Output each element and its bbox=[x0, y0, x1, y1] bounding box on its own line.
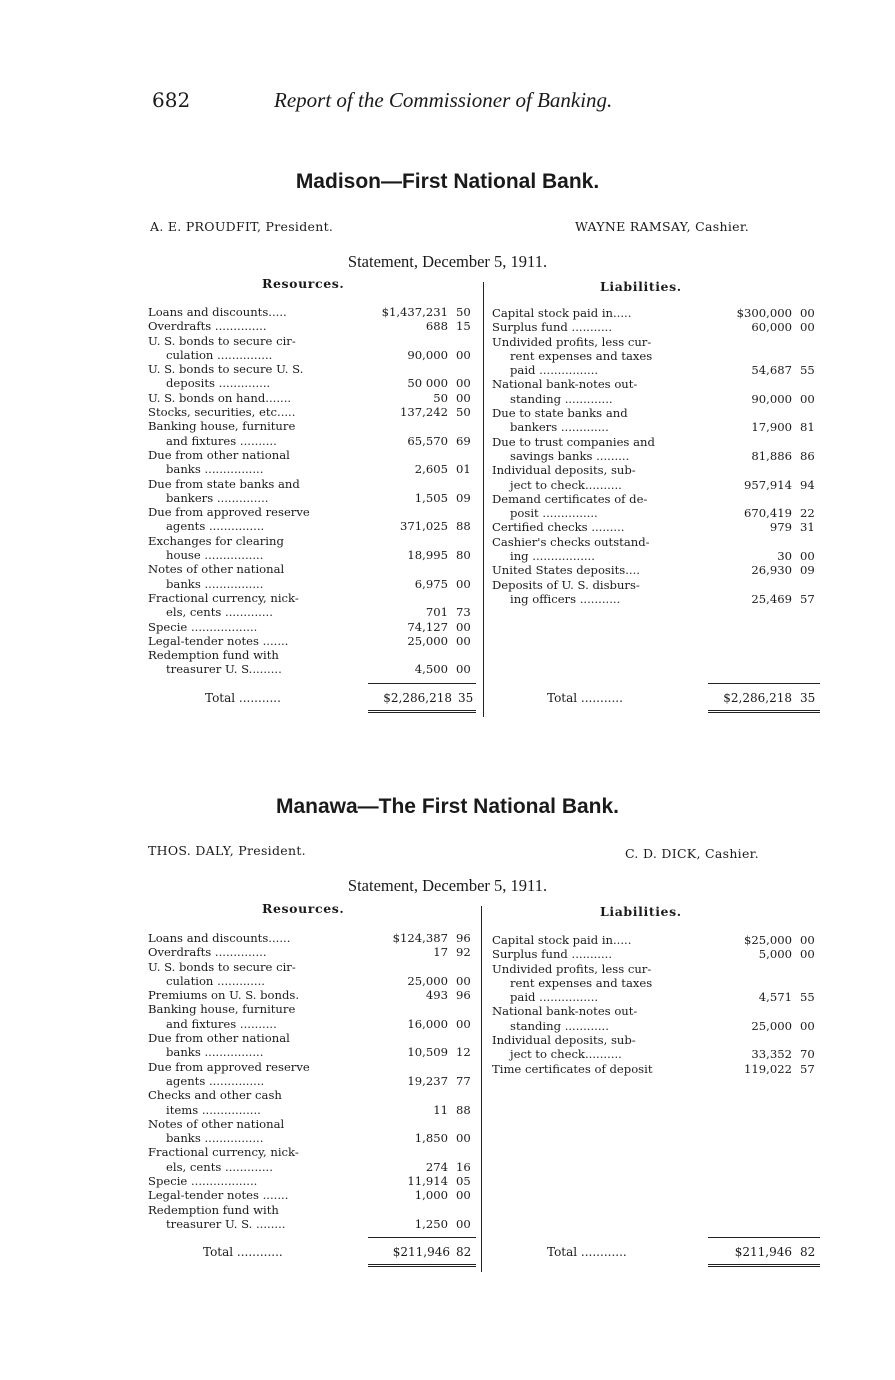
line-item-amount: 26,930 bbox=[751, 563, 792, 578]
line-item-label: National bank-notes out- bbox=[492, 1004, 638, 1019]
line-item-label: Notes of other national bbox=[148, 1116, 285, 1131]
line-item-amount: 16,000 bbox=[407, 1016, 448, 1031]
line-item-amount: 4,500 bbox=[414, 662, 448, 677]
ledger-row bbox=[492, 1033, 822, 1047]
line-item-label: ing ................. bbox=[510, 549, 595, 564]
line-item-label: Checks and other cash bbox=[148, 1088, 282, 1103]
line-item-amount: $300,000 bbox=[736, 306, 792, 320]
line-item-cents: 00 bbox=[456, 662, 471, 677]
line-item-amount: 1,250 bbox=[414, 1216, 448, 1231]
ledger-row bbox=[148, 491, 478, 505]
resources-total bbox=[203, 1244, 480, 1260]
line-item-cents: 77 bbox=[456, 1073, 471, 1088]
ledger-row bbox=[148, 1088, 478, 1102]
ledger-row bbox=[148, 591, 478, 605]
line-item-label: Legal-tender notes ....... bbox=[148, 633, 289, 648]
line-item-label: paid ................ bbox=[510, 990, 599, 1005]
ledger-row bbox=[492, 563, 822, 577]
line-item-label: standing ............ bbox=[510, 1018, 609, 1033]
line-item-amount: 688 bbox=[425, 319, 448, 334]
ledger-row bbox=[148, 1117, 478, 1131]
ledger-row bbox=[492, 520, 822, 534]
line-item-label: Capital stock paid in..... bbox=[492, 306, 632, 320]
ledger-row bbox=[492, 506, 822, 520]
liabilities-heading: Liabilities. bbox=[600, 904, 682, 919]
line-item-label: ing officers ........... bbox=[510, 591, 621, 606]
line-item-label: paid ................ bbox=[510, 363, 599, 378]
line-item-amount: 33,352 bbox=[751, 1047, 792, 1062]
president-name: A. E. PROUDFIT, President. bbox=[150, 219, 334, 234]
line-item-label: Loans and discounts...... bbox=[148, 931, 291, 945]
line-item-amount: 54,687 bbox=[751, 363, 792, 378]
line-item-cents: 00 bbox=[800, 549, 815, 564]
column-divider bbox=[483, 282, 484, 717]
line-item-cents: 00 bbox=[800, 947, 815, 962]
ledger-row bbox=[492, 392, 822, 406]
line-item-amount: 11,914 bbox=[407, 1174, 448, 1189]
ledger-row bbox=[148, 319, 478, 333]
line-item-label: banks ................ bbox=[166, 1131, 264, 1146]
page-number: 682 bbox=[152, 88, 191, 112]
line-item-label: Premiums on U. S. bonds. bbox=[148, 988, 300, 1003]
line-item-cents: 55 bbox=[800, 990, 815, 1005]
line-item-label: Undivided profits, less cur- bbox=[492, 961, 652, 976]
ledger-row bbox=[148, 648, 478, 662]
total-double-rule bbox=[368, 710, 476, 713]
line-item-cents: 22 bbox=[800, 506, 815, 521]
ledger-row bbox=[492, 335, 822, 349]
line-item-amount: $25,000 bbox=[744, 933, 792, 947]
ledger-row bbox=[148, 419, 478, 433]
line-item-label: and fixtures .......... bbox=[166, 433, 277, 448]
sum-rule bbox=[708, 1237, 820, 1238]
ledger-row bbox=[148, 1131, 478, 1145]
ledger-row bbox=[148, 348, 478, 362]
line-item-amount: 74,127 bbox=[407, 619, 448, 634]
cashier-name: WAYNE RAMSAY, Cashier. bbox=[575, 219, 749, 234]
total-amount: $211,946 bbox=[734, 1245, 792, 1259]
line-item-cents: 16 bbox=[456, 1159, 471, 1174]
ledger-row bbox=[492, 990, 822, 1004]
ledger-row bbox=[492, 962, 822, 976]
ledger-row bbox=[148, 945, 478, 959]
line-item-cents: 00 bbox=[800, 391, 815, 406]
line-item-cents: 57 bbox=[800, 1061, 815, 1076]
line-item-amount: 6,975 bbox=[414, 576, 448, 591]
liabilities-list bbox=[492, 306, 822, 606]
line-item-cents: 50 bbox=[456, 405, 471, 420]
line-item-cents: 00 bbox=[456, 347, 471, 362]
line-item-cents: 00 bbox=[800, 1018, 815, 1033]
line-item-amount: 957,914 bbox=[744, 477, 792, 492]
line-item-amount: 17 bbox=[433, 945, 448, 960]
line-item-cents: 92 bbox=[456, 945, 471, 960]
cashier-name: C. D. DICK, Cashier. bbox=[625, 846, 759, 861]
line-item-label: culation ............... bbox=[166, 347, 273, 362]
line-item-cents: 12 bbox=[456, 1045, 471, 1060]
line-item-label: Specie .................. bbox=[148, 1174, 258, 1189]
line-item-label: Redemption fund with bbox=[148, 1202, 279, 1217]
line-item-label: posit ............... bbox=[510, 506, 598, 521]
line-item-amount: 65,570 bbox=[407, 433, 448, 448]
line-item-cents: 00 bbox=[800, 306, 815, 320]
line-item-amount: 81,886 bbox=[751, 448, 792, 463]
ledger-row bbox=[148, 960, 478, 974]
line-item-label: house ................ bbox=[166, 548, 264, 563]
ledger-row bbox=[492, 947, 822, 961]
line-item-cents: 70 bbox=[800, 1047, 815, 1062]
line-item-label: ject to check.......... bbox=[510, 1047, 622, 1062]
ledger-row bbox=[148, 548, 478, 562]
line-item-label: Cashier's checks outstand- bbox=[492, 534, 650, 549]
ledger-row bbox=[492, 592, 822, 606]
line-item-cents: 09 bbox=[800, 563, 815, 578]
ledger-row bbox=[148, 305, 478, 319]
line-item-cents: 57 bbox=[800, 591, 815, 606]
resources-heading: Resources. bbox=[262, 276, 345, 291]
total-cents: 35 bbox=[458, 691, 474, 705]
line-item-amount: 2,605 bbox=[414, 462, 448, 477]
liabilities-total bbox=[547, 690, 822, 706]
line-item-cents: 09 bbox=[456, 490, 471, 505]
total-cents: 35 bbox=[800, 691, 816, 705]
line-item-amount: 25,000 bbox=[407, 633, 448, 648]
line-item-cents: 96 bbox=[456, 988, 471, 1003]
total-label: Total ............ bbox=[203, 1245, 283, 1259]
line-item-label: els, cents ............. bbox=[166, 1159, 273, 1174]
line-item-label: Notes of other national bbox=[148, 562, 285, 577]
sum-rule bbox=[368, 1237, 476, 1238]
ledger-row bbox=[148, 1074, 478, 1088]
ledger-row bbox=[148, 1031, 478, 1045]
line-item-amount: 1,000 bbox=[414, 1188, 448, 1203]
line-item-label: Certified checks ......... bbox=[492, 520, 625, 535]
line-item-label: savings banks ......... bbox=[510, 448, 630, 463]
ledger-row bbox=[492, 492, 822, 506]
line-item-cents: 00 bbox=[456, 633, 471, 648]
line-item-amount: 30 bbox=[777, 549, 792, 564]
line-item-label: Deposits of U. S. disburs- bbox=[492, 577, 640, 592]
line-item-amount: 25,000 bbox=[751, 1018, 792, 1033]
line-item-cents: 86 bbox=[800, 448, 815, 463]
line-item-label: Due from approved reserve bbox=[148, 505, 310, 520]
total-double-rule bbox=[368, 1264, 476, 1267]
line-item-amount: 371,025 bbox=[400, 519, 448, 534]
ledger-row bbox=[148, 1103, 478, 1117]
line-item-label: Overdrafts .............. bbox=[148, 945, 267, 960]
resources-total bbox=[205, 690, 480, 706]
line-item-amount: 979 bbox=[769, 520, 792, 535]
line-item-label: Banking house, furniture bbox=[148, 1002, 296, 1017]
ledger-row bbox=[148, 562, 478, 576]
line-item-label: Exchanges for clearing bbox=[148, 533, 284, 548]
ledger-row bbox=[148, 662, 478, 676]
ledger-row bbox=[148, 534, 478, 548]
line-item-amount: 10,509 bbox=[407, 1045, 448, 1060]
line-item-label: Banking house, furniture bbox=[148, 419, 296, 434]
line-item-label: Surplus fund ........... bbox=[492, 320, 613, 335]
ledger-row bbox=[492, 306, 822, 320]
statement-date: Statement, December 5, 1911. bbox=[347, 252, 548, 271]
line-item-amount: 701 bbox=[425, 605, 448, 620]
ledger-row bbox=[492, 349, 822, 363]
ledger-row bbox=[148, 1017, 478, 1031]
line-item-amount: 19,237 bbox=[407, 1073, 448, 1088]
ledger-row bbox=[148, 448, 478, 462]
line-item-label: and fixtures .......... bbox=[166, 1016, 277, 1031]
line-item-label: treasurer U. S. ........ bbox=[166, 1216, 286, 1231]
ledger-row bbox=[148, 334, 478, 348]
line-item-amount: 50 000 bbox=[407, 376, 448, 391]
line-item-amount: 90,000 bbox=[751, 391, 792, 406]
ledger-row bbox=[148, 376, 478, 390]
line-item-amount: 119,022 bbox=[744, 1061, 792, 1076]
column-divider bbox=[481, 906, 482, 1272]
ledger-row bbox=[148, 605, 478, 619]
ledger-row bbox=[148, 1160, 478, 1174]
line-item-cents: 00 bbox=[456, 973, 471, 988]
line-item-label: rent expenses and taxes bbox=[510, 348, 653, 363]
line-item-label: standing ............. bbox=[510, 391, 613, 406]
line-item-label: Loans and discounts..... bbox=[148, 305, 287, 319]
resources-heading: Resources. bbox=[262, 901, 345, 916]
ledger-row bbox=[148, 974, 478, 988]
line-item-amount: 493 bbox=[425, 988, 448, 1003]
line-item-cents: 00 bbox=[800, 320, 815, 335]
ledger-row bbox=[492, 549, 822, 563]
ledger-row bbox=[148, 1217, 478, 1231]
line-item-label: culation ............. bbox=[166, 973, 265, 988]
resources-list bbox=[148, 931, 478, 1231]
line-item-label: U. S. bonds to secure cir- bbox=[148, 333, 296, 348]
line-item-amount: 274 bbox=[425, 1159, 448, 1174]
line-item-amount: $124,387 bbox=[392, 931, 448, 945]
line-item-label: Fractional currency, nick- bbox=[148, 1145, 299, 1160]
line-item-label: Due from other national bbox=[148, 447, 290, 462]
ledger-row bbox=[148, 405, 478, 419]
line-item-amount: $1,437,231 bbox=[381, 305, 448, 319]
line-item-label: U. S. bonds to secure cir- bbox=[148, 959, 296, 974]
line-item-label: United States deposits.... bbox=[492, 563, 640, 578]
line-item-cents: 00 bbox=[456, 390, 471, 405]
line-item-cents: 00 bbox=[456, 619, 471, 634]
line-item-label: Specie .................. bbox=[148, 619, 258, 634]
ledger-row bbox=[492, 463, 822, 477]
ledger-row bbox=[492, 535, 822, 549]
ledger-row bbox=[492, 478, 822, 492]
line-item-label: Undivided profits, less cur- bbox=[492, 334, 652, 349]
line-item-label: ject to check.......... bbox=[510, 477, 622, 492]
line-item-label: Fractional currency, nick- bbox=[148, 590, 299, 605]
ledger-row bbox=[148, 1002, 478, 1016]
bank-title: Manawa—The First National Bank. bbox=[275, 795, 620, 818]
line-item-cents: 88 bbox=[456, 519, 471, 534]
line-item-cents: 00 bbox=[456, 1016, 471, 1031]
ledger-row bbox=[492, 406, 822, 420]
ledger-row bbox=[492, 320, 822, 334]
ledger-row bbox=[492, 578, 822, 592]
line-item-label: Demand certificates of de- bbox=[492, 491, 648, 506]
ledger-row bbox=[492, 420, 822, 434]
line-item-label: Legal-tender notes ....... bbox=[148, 1188, 289, 1203]
liabilities-list bbox=[492, 933, 822, 1076]
ledger-row bbox=[492, 1019, 822, 1033]
total-amount: $211,946 bbox=[392, 1245, 450, 1259]
line-item-cents: 31 bbox=[800, 520, 815, 535]
line-item-amount: 25,000 bbox=[407, 973, 448, 988]
ledger-row bbox=[492, 377, 822, 391]
line-item-cents: 00 bbox=[456, 376, 471, 391]
ledger-row bbox=[148, 1145, 478, 1159]
ledger-row bbox=[148, 391, 478, 405]
ledger-row bbox=[148, 462, 478, 476]
ledger-row bbox=[148, 620, 478, 634]
line-item-cents: 81 bbox=[800, 420, 815, 435]
line-item-label: Capital stock paid in..... bbox=[492, 933, 632, 947]
line-item-amount: 1,850 bbox=[414, 1131, 448, 1146]
ledger-row bbox=[148, 1203, 478, 1217]
line-item-amount: 5,000 bbox=[758, 947, 792, 962]
line-item-amount: 17,900 bbox=[751, 420, 792, 435]
line-item-label: banks ................ bbox=[166, 462, 264, 477]
line-item-label: treasurer U. S......... bbox=[166, 662, 282, 677]
ledger-row bbox=[148, 634, 478, 648]
line-item-cents: 00 bbox=[456, 1131, 471, 1146]
total-label: Total ............ bbox=[547, 1245, 627, 1259]
line-item-label: Due from state banks and bbox=[148, 476, 300, 491]
line-item-label: Individual deposits, sub- bbox=[492, 1033, 636, 1048]
line-item-label: deposits .............. bbox=[166, 376, 271, 391]
ledger-row bbox=[148, 434, 478, 448]
total-label: Total ........... bbox=[547, 691, 623, 705]
line-item-amount: 18,995 bbox=[407, 548, 448, 563]
line-item-amount: 90,000 bbox=[407, 347, 448, 362]
line-item-label: National bank-notes out- bbox=[492, 377, 638, 392]
sum-rule bbox=[368, 683, 476, 684]
line-item-cents: 05 bbox=[456, 1174, 471, 1189]
ledger-row bbox=[148, 362, 478, 376]
line-item-cents: 80 bbox=[456, 548, 471, 563]
line-item-label: banks ................ bbox=[166, 576, 264, 591]
line-item-label: Due from other national bbox=[148, 1031, 290, 1046]
running-title: Report of the Commissioner of Banking. bbox=[274, 88, 613, 112]
line-item-cents: 96 bbox=[456, 931, 471, 945]
line-item-amount: 50 bbox=[433, 390, 448, 405]
line-item-label: Due to trust companies and bbox=[492, 434, 655, 449]
line-item-cents: 00 bbox=[456, 1188, 471, 1203]
total-label: Total ........... bbox=[205, 691, 281, 705]
ledger-row bbox=[492, 933, 822, 947]
ledger-row bbox=[148, 1174, 478, 1188]
line-item-label: Due from approved reserve bbox=[148, 1059, 310, 1074]
liabilities-heading: Liabilities. bbox=[600, 279, 682, 294]
ledger-row bbox=[492, 1047, 822, 1061]
line-item-cents: 01 bbox=[456, 462, 471, 477]
line-item-label: Overdrafts .............. bbox=[148, 319, 267, 334]
line-item-amount: 670,419 bbox=[744, 506, 792, 521]
line-item-cents: 50 bbox=[456, 305, 471, 319]
total-cents: 82 bbox=[800, 1245, 816, 1259]
ledger-row bbox=[492, 449, 822, 463]
ledger-row bbox=[148, 519, 478, 533]
ledger-row bbox=[148, 1060, 478, 1074]
liabilities-total bbox=[547, 1244, 822, 1260]
total-amount: $2,286,218 bbox=[383, 691, 452, 705]
line-item-cents: 69 bbox=[456, 433, 471, 448]
ledger-row bbox=[492, 976, 822, 990]
page-header bbox=[152, 88, 752, 116]
line-item-label: Individual deposits, sub- bbox=[492, 463, 636, 478]
line-item-label: items ................ bbox=[166, 1102, 261, 1117]
total-double-rule bbox=[708, 710, 820, 713]
line-item-amount: 1,505 bbox=[414, 490, 448, 505]
ledger-row bbox=[492, 1004, 822, 1018]
ledger-row bbox=[148, 1045, 478, 1059]
ledger-row bbox=[492, 1062, 822, 1076]
line-item-label: banks ................ bbox=[166, 1045, 264, 1060]
line-item-label: bankers ............. bbox=[510, 420, 609, 435]
line-item-cents: 00 bbox=[456, 576, 471, 591]
line-item-label: Due to state banks and bbox=[492, 406, 628, 421]
ledger-row bbox=[148, 505, 478, 519]
line-item-label: Surplus fund ........... bbox=[492, 947, 613, 962]
ledger-row bbox=[148, 988, 478, 1002]
line-item-label: U. S. bonds on hand....... bbox=[148, 390, 292, 405]
line-item-label: U. S. bonds to secure U. S. bbox=[148, 362, 304, 377]
line-item-cents: 73 bbox=[456, 605, 471, 620]
line-item-cents: 55 bbox=[800, 363, 815, 378]
line-item-label: agents ............... bbox=[166, 1073, 265, 1088]
president-name: THOS. DALY, President. bbox=[148, 843, 306, 858]
line-item-cents: 88 bbox=[456, 1102, 471, 1117]
line-item-label: bankers .............. bbox=[166, 490, 269, 505]
line-item-amount: 11 bbox=[433, 1102, 448, 1117]
ledger-row bbox=[492, 363, 822, 377]
total-cents: 82 bbox=[456, 1245, 472, 1259]
ledger-row bbox=[148, 1188, 478, 1202]
line-item-amount: 137,242 bbox=[400, 405, 448, 420]
ledger-row bbox=[492, 435, 822, 449]
line-item-cents: 94 bbox=[800, 477, 815, 492]
line-item-label: agents ............... bbox=[166, 519, 265, 534]
bank-title: Madison—First National Bank. bbox=[295, 170, 600, 193]
line-item-cents: 15 bbox=[456, 319, 471, 334]
total-double-rule bbox=[708, 1264, 820, 1267]
line-item-label: Stocks, securities, etc..... bbox=[148, 405, 296, 420]
line-item-label: Time certificates of deposit bbox=[492, 1061, 653, 1076]
line-item-label: rent expenses and taxes bbox=[510, 975, 653, 990]
line-item-label: Redemption fund with bbox=[148, 648, 279, 663]
line-item-cents: 00 bbox=[456, 1216, 471, 1231]
line-item-cents: 00 bbox=[800, 933, 815, 947]
ledger-row bbox=[148, 577, 478, 591]
resources-list bbox=[148, 305, 478, 677]
statement-date: Statement, December 5, 1911. bbox=[347, 876, 548, 895]
ledger-row bbox=[148, 931, 478, 945]
line-item-amount: 4,571 bbox=[758, 990, 792, 1005]
sum-rule bbox=[708, 683, 820, 684]
line-item-amount: 60,000 bbox=[751, 320, 792, 335]
total-amount: $2,286,218 bbox=[723, 691, 792, 705]
line-item-amount: 25,469 bbox=[751, 591, 792, 606]
line-item-label: els, cents ............. bbox=[166, 605, 273, 620]
ledger-row bbox=[148, 477, 478, 491]
